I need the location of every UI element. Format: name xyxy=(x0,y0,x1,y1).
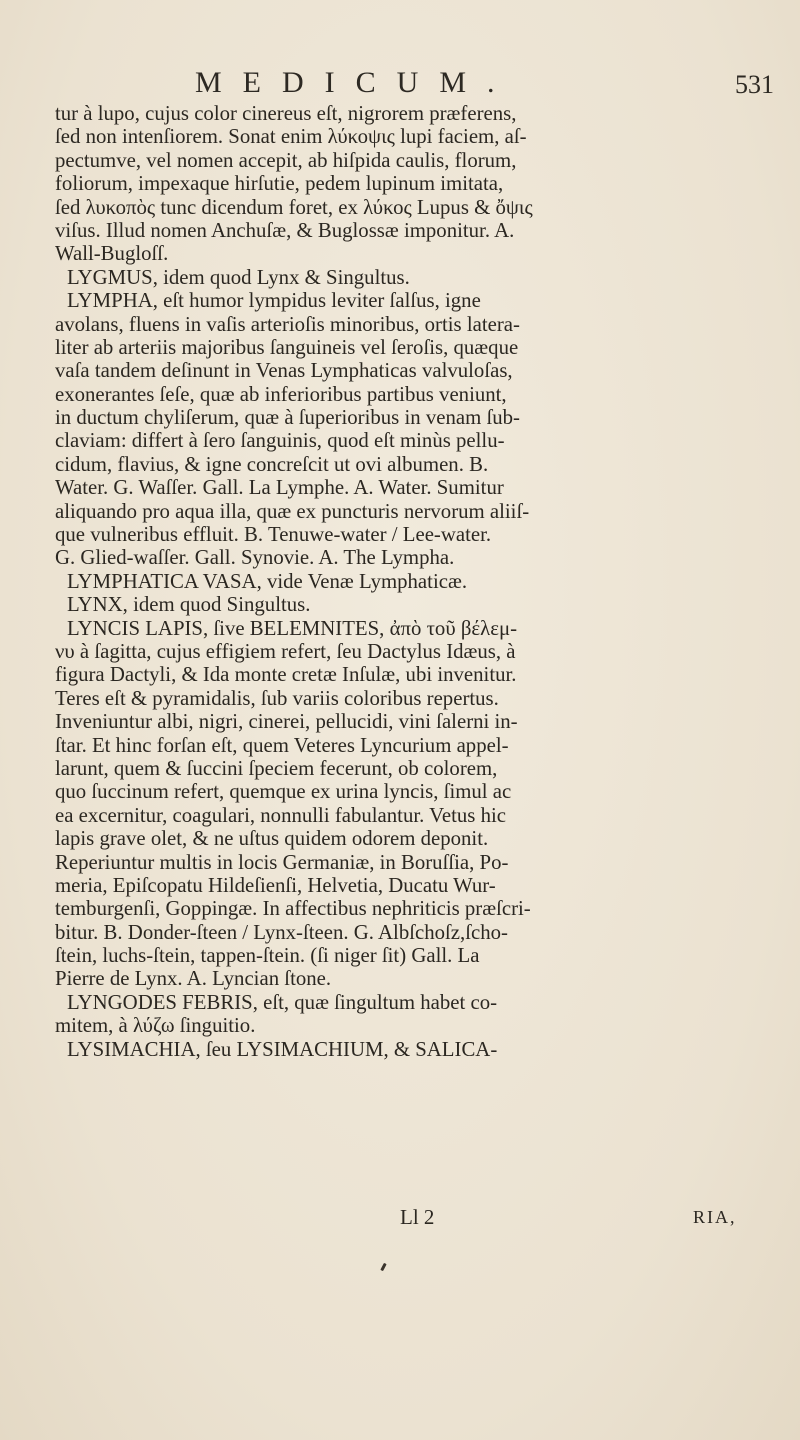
text-line: figura Dactyli, & Ida monte cretæ Inſulæ, ubi invenitur. xyxy=(55,663,517,687)
text-line: cidum, flavius, & igne concreſcit ut ovi albumen. B. xyxy=(55,452,489,476)
text-line: pectumve, vel nomen accepit, ab hiſpida caulis, florum, xyxy=(55,148,517,172)
page-footer xyxy=(0,1205,800,1231)
text-line: quo ſuccinum refert, quemque ex urina lyncis, ſimul ac xyxy=(55,780,512,804)
running-head: MEDICUM. xyxy=(195,66,516,99)
text-line: tur à lupo, cujus color cinereus eſt, nigrorem præferens, xyxy=(55,102,517,125)
signature-mark: Ll 2 xyxy=(400,1205,435,1229)
text-line: claviam: differt à ſero ſanguinis, quod eſt minùs pellu- xyxy=(55,429,505,453)
text-line: Water. G. Waſſer. Gall. La Lymphe. A. Water. Sumitur xyxy=(55,476,504,500)
text-line: G. Glied-waſſer. Gall. Synovie. A. The Lympha. xyxy=(55,546,455,570)
text-line: lapis grave olet, & ne uſtus quidem odorem deponit. xyxy=(55,827,489,851)
text-line: ſtein, luchs-ſtein, tappen-ſtein. (ſi niger ſit) Gall. La xyxy=(55,944,480,968)
text-line: aliquando pro aqua illa, quæ ex puncturis nervorum aliiſ- xyxy=(55,499,530,523)
text-line: ſed non intenſiorem. Sonat enim λύκοψις lupi faciem, aſ- xyxy=(55,125,527,149)
text-line: ea excernitur, coagulari, nonnulli fabulantur. Vetus hic xyxy=(55,803,506,827)
text-line: mitem, à λύζω ſinguitio. xyxy=(55,1014,256,1038)
text-line: viſus. Illud nomen Anchuſæ, & Buglossæ imponitur. A. xyxy=(55,218,515,242)
dictionary-text xyxy=(55,102,770,1061)
text-line: meria, Epiſcopatu Hildeſienſi, Helvetia, Ducatu Wur- xyxy=(55,873,496,897)
entry-lymphatica-vasa: LYMPHATICA VASA, vide Venæ Lymphaticæ. xyxy=(67,569,468,593)
text-line: que vulneribus effluit. B. Tenuwe-water / Lee-water. xyxy=(55,523,492,547)
text-line: avolans, fluens in vaſis arterioſis minoribus, ortis latera- xyxy=(55,312,520,336)
text-line: Pierre de Lynx. A. Lyncian ſtone. xyxy=(55,967,332,991)
text-line: ſed λυκοπὸς tunc dicendum foret, ex λύκος Lupus & ὄψις xyxy=(55,195,533,219)
text-line: foliorum, impexaque hirſutie, pedem lupinum imitata, xyxy=(55,172,504,196)
text-line: in ductum chyliſerum, quæ à ſuperioribus in venam ſub- xyxy=(55,406,520,430)
entry-lygmus: LYGMUS, idem quod Lynx & Singultus. xyxy=(67,265,410,289)
text-line: Wall-Bugloſſ. xyxy=(55,242,169,266)
page-header xyxy=(0,66,800,102)
entry-lympha: LYMPHA, eſt humor lympidus leviter ſalſus, igne xyxy=(67,289,481,313)
text-line: exonerantes ſeſe, quæ ab inferioribus partibus veniunt, xyxy=(55,382,507,406)
text-line: larunt, quem & ſuccini ſpeciem fecerunt, ob colorem, xyxy=(55,756,498,780)
text-line: bitur. B. Donder-ſteen / Lynx-ſteen. G. Albſchoſz,ſcho- xyxy=(55,920,508,944)
text-line: ſtar. Et hinc forſan eſt, quem Veteres Lyncurium appel- xyxy=(55,733,509,757)
entry-lynx: LYNX, idem quod Singultus. xyxy=(67,593,311,617)
catchword: RIA, xyxy=(693,1207,737,1227)
entry-lysimachia: LYSIMACHIA, ſeu LYSIMACHIUM, & SALICA- xyxy=(67,1037,498,1061)
page-number: 531 xyxy=(735,70,774,99)
text-line: vaſa tandem deſinunt in Venas Lymphaticas valvuloſas, xyxy=(55,359,513,383)
text-line: Reperiuntur multis in locis Germaniæ, in Boruſſia, Po- xyxy=(55,850,509,874)
text-line: Teres eſt & pyramidalis, ſub variis coloribus repertus. xyxy=(55,686,499,710)
text-line: Inveniuntur albi, nigri, cinerei, pellucidi, vini ſalerni in- xyxy=(55,710,518,734)
text-line: temburgenſi, Goppingæ. In affectibus nephriticis præſcri- xyxy=(55,897,531,921)
text-line: liter ab arteriis majoribus ſanguineis vel ſeroſis, quæque xyxy=(55,335,519,359)
text-line: νυ à ſagitta, cujus effigiem refert, ſeu Dactylus Idæus, à xyxy=(55,639,516,663)
entry-lyngodes-febris: LYNGODES FEBRIS, eſt, quæ ſingultum habet co- xyxy=(67,990,498,1014)
ink-speck xyxy=(380,1263,386,1271)
entry-lyncis-lapis: LYNCIS LAPIS, ſive BELEMNITES, ἀπὸ τοῦ βέλεμ- xyxy=(67,616,518,640)
